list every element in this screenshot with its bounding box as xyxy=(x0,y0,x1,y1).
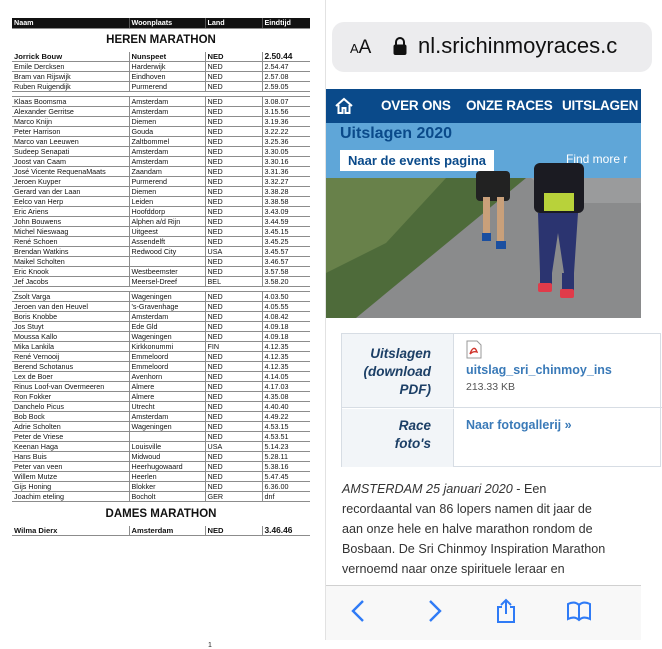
runner-country: FIN xyxy=(205,342,262,352)
runner-place: Amsterdam xyxy=(129,526,205,536)
runner-time: 3.38.28 xyxy=(262,187,310,197)
table-row xyxy=(12,52,310,62)
runner-country: NED xyxy=(205,452,262,462)
runner-time: 3.38.58 xyxy=(262,197,310,207)
runner-name: Alexander Gerritse xyxy=(12,107,129,117)
race-photos-label: Race foto's xyxy=(342,409,454,467)
runner-time: 3.19.36 xyxy=(262,117,310,127)
runner-time: 5.14.23 xyxy=(262,442,310,452)
table-row xyxy=(12,492,310,502)
runner-place: Amsterdam xyxy=(129,147,205,157)
address-bar[interactable] xyxy=(332,22,652,72)
runner-country: NED xyxy=(205,472,262,482)
runner-name: Lex de Boer xyxy=(12,372,129,382)
runner-name: John Bouwens xyxy=(12,217,129,227)
runner-country: NED xyxy=(205,147,262,157)
back-icon[interactable] xyxy=(346,598,372,624)
runner-place: Heerhugowaard xyxy=(129,462,205,472)
runner-time: 4.12.35 xyxy=(262,352,310,362)
runner-country: NED xyxy=(205,167,262,177)
runner-name: Jorrick Bouw xyxy=(12,52,129,62)
runner-time: 4.09.18 xyxy=(262,322,310,332)
table-row xyxy=(12,72,310,82)
runner-name: Peter van veen xyxy=(12,462,129,472)
runner-name: Eric Knook xyxy=(12,267,129,277)
runner-place: Eindhoven xyxy=(129,72,205,82)
runner-country: NED xyxy=(205,177,262,187)
find-more-link[interactable]: Find more r xyxy=(566,152,628,166)
article-text xyxy=(342,479,642,579)
runner-country: USA xyxy=(205,247,262,257)
table-row xyxy=(12,342,310,352)
runner-place: Bocholt xyxy=(129,492,205,502)
runner-place: Leiden xyxy=(129,197,205,207)
runner-country: NED xyxy=(205,267,262,277)
runner-country: NED xyxy=(205,402,262,412)
results-header-row xyxy=(12,18,310,28)
runner-name: Willem Mutze xyxy=(12,472,129,482)
runner-name: José Vicente RequenaMaats xyxy=(12,167,129,177)
results-download-label: Uitslagen (download PDF) xyxy=(342,334,454,407)
runner-time: 3.57.58 xyxy=(262,267,310,277)
runner-place: Amsterdam xyxy=(129,157,205,167)
runner-place: Midwoud xyxy=(129,452,205,462)
runner-time: 2.54.47 xyxy=(262,62,310,72)
runner-place: Harderwijk xyxy=(129,62,205,72)
header-woonplaats: Woonplaats xyxy=(129,18,205,28)
runner-country: NED xyxy=(205,97,262,107)
runner-name: Joachim eteling xyxy=(12,492,129,502)
table-row xyxy=(12,362,310,372)
runner-country: NED xyxy=(205,422,262,432)
runner-name: Rinus Loof-van Overmeeren xyxy=(12,382,129,392)
runner-country: NED xyxy=(205,382,262,392)
runner-place: Zaandam xyxy=(129,167,205,177)
header-eindtijd: Eindtijd xyxy=(262,18,310,28)
runner-place: Zaltbommel xyxy=(129,137,205,147)
runner-time: 3.45.57 xyxy=(262,247,310,257)
runner-name: Jeroen van den Heuvel xyxy=(12,302,129,312)
runner-place: Alphen a/d Rijn xyxy=(129,217,205,227)
runner-country: NED xyxy=(205,207,262,217)
women-section-title: DAMES MARATHON xyxy=(105,507,217,520)
runner-time: 3.31.36 xyxy=(262,167,310,177)
runner-time: 3.46.57 xyxy=(262,257,310,267)
runner-name: Peter Harrison xyxy=(12,127,129,137)
table-row xyxy=(12,107,310,117)
pdf-file-size: 213.33 KB xyxy=(466,381,516,393)
runner-place: Gouda xyxy=(129,127,205,137)
runner-name: Eric Ariens xyxy=(12,207,129,217)
runner-name: Joost van Caam xyxy=(12,157,129,167)
runner-place: Assendelft xyxy=(129,237,205,247)
runner-name: Danchelo Picus xyxy=(12,402,129,412)
runner-time: 3.08.07 xyxy=(262,97,310,107)
runner-country: NED xyxy=(205,312,262,322)
runner-place xyxy=(129,257,205,267)
downloads-table xyxy=(341,333,661,467)
runner-country: NED xyxy=(205,302,262,312)
runner-name: Michel Nieswaag xyxy=(12,227,129,237)
runner-time: 5.47.45 xyxy=(262,472,310,482)
runner-place: Blokker xyxy=(129,482,205,492)
runner-place: Almere xyxy=(129,392,205,402)
runner-name: Gijs Honing xyxy=(12,482,129,492)
runner-place: Heerlen xyxy=(129,472,205,482)
runner-place: Hoofddorp xyxy=(129,207,205,217)
nav-uitslagen[interactable]: UITSLAGEN xyxy=(562,98,639,113)
runner-name: Gerard van der Laan xyxy=(12,187,129,197)
runner-name: Wilma Dierx xyxy=(12,526,129,536)
table-row xyxy=(12,332,310,342)
runner-name: Bob Bock xyxy=(12,412,129,422)
runner-time: 4.53.51 xyxy=(262,432,310,442)
runner-country: NED xyxy=(205,187,262,197)
table-row xyxy=(12,227,310,237)
runner-time: 5.38.16 xyxy=(262,462,310,472)
runner-place: 's-Gravenhage xyxy=(129,302,205,312)
runner-country: NED xyxy=(205,197,262,207)
runner-name: Ruben Ruigendijk xyxy=(12,82,129,92)
men-section-title: HEREN MARATHON xyxy=(106,33,216,46)
table-row xyxy=(12,247,310,257)
runner-place: Amsterdam xyxy=(129,107,205,117)
runner-country: BEL xyxy=(205,277,262,287)
runner-time: 3.58.20 xyxy=(262,277,310,287)
lock-icon xyxy=(392,36,408,56)
runner-time: 4.53.15 xyxy=(262,422,310,432)
runner-country: NED xyxy=(205,52,262,62)
runner-place: Uitgeest xyxy=(129,227,205,237)
table-row xyxy=(12,237,310,247)
article-line: AMSTERDAM 25 januari 2020 - Een xyxy=(342,482,547,496)
runner-time: 2.57.08 xyxy=(262,72,310,82)
table-row xyxy=(12,127,310,137)
runner-place: Emmeloord xyxy=(129,362,205,372)
runner-place: Emmeloord xyxy=(129,352,205,362)
men-results xyxy=(12,28,310,536)
runner-name: Sudeep Senapati xyxy=(12,147,129,157)
runner-time: 2.59.05 xyxy=(262,82,310,92)
pdf-file-icon[interactable] xyxy=(466,340,482,359)
runner-time: 4.09.18 xyxy=(262,332,310,342)
share-icon[interactable] xyxy=(493,598,519,624)
article-line: Bosbaan. De Sri Chinmoy Inspiration Marathon xyxy=(342,542,606,556)
runner-name: Keenan Haga xyxy=(12,442,129,452)
runner-place: Wageningen xyxy=(129,422,205,432)
runner-place: Almere xyxy=(129,382,205,392)
runner-time: 4.12.35 xyxy=(262,342,310,352)
runner-country: NED xyxy=(205,237,262,247)
runner-name: Maikel Scholten xyxy=(12,257,129,267)
runner-place: Diemen xyxy=(129,187,205,197)
results-sheet xyxy=(12,18,310,649)
runner-name: Mika Lankila xyxy=(12,342,129,352)
runner-time: 3.44.59 xyxy=(262,217,310,227)
runner-country: NED xyxy=(205,372,262,382)
table-row xyxy=(12,62,310,72)
table-row xyxy=(12,117,310,127)
runner-place: Nunspeet xyxy=(129,52,205,62)
table-row xyxy=(12,277,310,287)
table-row xyxy=(12,442,310,452)
table-row xyxy=(12,197,310,207)
table-row xyxy=(12,372,310,382)
table-row xyxy=(12,472,310,482)
runner-time: 6.36.00 xyxy=(262,482,310,492)
header-land: Land xyxy=(205,18,262,28)
nav-onze-races[interactable]: ONZE RACES xyxy=(466,98,553,113)
runner-place: Kirkkonummi xyxy=(129,342,205,352)
table-row xyxy=(12,82,310,92)
runner-name: René Vernooij xyxy=(12,352,129,362)
women-section-row xyxy=(12,502,310,526)
runner-place: Westbeemster xyxy=(129,267,205,277)
table-row xyxy=(12,382,310,392)
table-row xyxy=(12,432,310,442)
table-row xyxy=(12,257,310,267)
runner-country: GER xyxy=(205,492,262,502)
table-row xyxy=(12,322,310,332)
runner-name: Hans Buis xyxy=(12,452,129,462)
runner-country: NED xyxy=(205,217,262,227)
table-row xyxy=(12,167,310,177)
article-line: vernoemd naar onze spirituele leraar en xyxy=(342,562,565,576)
runner-time: 4.12.35 xyxy=(262,362,310,372)
table-row xyxy=(12,422,310,432)
runner-place: Wageningen xyxy=(129,292,205,302)
table-row xyxy=(12,392,310,402)
runner-name: Marco van Leeuwen xyxy=(12,137,129,147)
runner-place: Amsterdam xyxy=(129,312,205,322)
home-icon[interactable] xyxy=(334,96,354,116)
table-row xyxy=(12,402,310,412)
runner-country: NED xyxy=(205,72,262,82)
runner-time: 4.05.55 xyxy=(262,302,310,312)
site-nav xyxy=(326,89,641,123)
table-row xyxy=(12,187,310,197)
runner-name: Jef Jacobs xyxy=(12,277,129,287)
runner-name: Klaas Boomsma xyxy=(12,97,129,107)
runner-time: 4.40.40 xyxy=(262,402,310,412)
runner-time: 4.49.22 xyxy=(262,412,310,422)
runner-name: Peter de Vriese xyxy=(12,432,129,442)
runner-place: Meersel-Dreef xyxy=(129,277,205,287)
runner-name: Bram van Rijswijk xyxy=(12,72,129,82)
table-row xyxy=(12,452,310,462)
hero-title: Uitslagen 2020 xyxy=(340,125,453,142)
table-row xyxy=(12,352,310,362)
runner-time: 3.25.36 xyxy=(262,137,310,147)
table-row xyxy=(12,462,310,472)
runner-country: NED xyxy=(205,332,262,342)
runner-country: NED xyxy=(205,362,262,372)
results-table xyxy=(12,18,310,536)
men-section-row xyxy=(12,28,310,52)
runner-name: Eelco van Herp xyxy=(12,197,129,207)
runner-country: NED xyxy=(205,137,262,147)
runner-place: Ede Gld xyxy=(129,322,205,332)
hero-banner xyxy=(326,123,641,318)
runner-time: 3.46.46 xyxy=(262,526,310,536)
table-row xyxy=(12,302,310,312)
runner-time: 4.17.03 xyxy=(262,382,310,392)
runner-name: Adrie Scholten xyxy=(12,422,129,432)
runner-place: Louisville xyxy=(129,442,205,452)
table-row xyxy=(12,157,310,167)
runner-time: 4.03.50 xyxy=(262,292,310,302)
photo-gallery-link[interactable]: Naar fotogallerij » xyxy=(466,418,572,432)
results-download-row xyxy=(342,334,662,408)
table-row xyxy=(12,482,310,492)
table-row xyxy=(12,217,310,227)
runner-time: 4.14.05 xyxy=(262,372,310,382)
article-line: aan onze hele en halve marathon rondom de xyxy=(342,522,593,536)
runner-place: Amsterdam xyxy=(129,97,205,107)
runner-place: Purmerend xyxy=(129,82,205,92)
runner-country: USA xyxy=(205,442,262,452)
runner-place: Wageningen xyxy=(129,332,205,342)
runner-country: NED xyxy=(205,352,262,362)
runner-time: 3.30.05 xyxy=(262,147,310,157)
runner-country: NED xyxy=(205,257,262,267)
runner-place: Diemen xyxy=(129,117,205,127)
runner-name: Jeroen Kuyper xyxy=(12,177,129,187)
table-row xyxy=(12,207,310,217)
runner-country: NED xyxy=(205,127,262,137)
runner-place: Utrecht xyxy=(129,402,205,412)
runner-name: Jos Stuyt xyxy=(12,322,129,332)
runner-place: Avenhorn xyxy=(129,372,205,382)
runner-place xyxy=(129,432,205,442)
runner-country: NED xyxy=(205,227,262,237)
forward-icon[interactable] xyxy=(421,598,447,624)
runner-name: Berend Schotanus xyxy=(12,362,129,372)
runner-time: 3.32.27 xyxy=(262,177,310,187)
runner-time: 3.45.15 xyxy=(262,227,310,237)
runner-country: NED xyxy=(205,526,262,536)
runner-country: NED xyxy=(205,412,262,422)
header-naam: Naam xyxy=(12,18,129,28)
table-row xyxy=(12,177,310,187)
bookmarks-icon[interactable] xyxy=(566,598,592,624)
runner-time: 3.15.56 xyxy=(262,107,310,117)
runner-place: Purmerend xyxy=(129,177,205,187)
nav-over-ons[interactable]: OVER ONS xyxy=(381,98,451,113)
runner-country: NED xyxy=(205,432,262,442)
runner-name: Emile Dercksen xyxy=(12,62,129,72)
phone-browser xyxy=(325,0,640,640)
pdf-download-link[interactable]: uitslag_sri_chinmoy_ins xyxy=(466,363,612,377)
runner-country: NED xyxy=(205,82,262,92)
runner-time: dnf xyxy=(262,492,310,502)
browser-toolbar xyxy=(326,585,641,640)
table-row xyxy=(12,312,310,322)
runner-country: NED xyxy=(205,62,262,72)
runner-country: NED xyxy=(205,107,262,117)
page-number: 1 xyxy=(208,642,212,649)
runner-name: Brendan Watkins xyxy=(12,247,129,257)
runner-time: 2.50.44 xyxy=(262,52,310,62)
runner-country: NED xyxy=(205,292,262,302)
runner-name: Marco Knijn xyxy=(12,117,129,127)
runner-time: 3.22.22 xyxy=(262,127,310,137)
race-photos-row xyxy=(342,409,662,467)
runner-country: NED xyxy=(205,482,262,492)
runner-name: Zsolt Varga xyxy=(12,292,129,302)
table-row xyxy=(12,292,310,302)
table-row xyxy=(12,526,310,536)
reader-settings-button[interactable]: AA xyxy=(350,37,372,58)
runner-time: 3.30.16 xyxy=(262,157,310,167)
article-dateline: AMSTERDAM 25 januari 2020 xyxy=(342,482,513,496)
runner-country: NED xyxy=(205,157,262,167)
article-line: recordaantal van 86 lopers namen dit jaar de xyxy=(342,502,592,516)
table-row xyxy=(12,267,310,277)
runner-time: 3.43.09 xyxy=(262,207,310,217)
runner-place: Redwood City xyxy=(129,247,205,257)
table-row xyxy=(12,147,310,157)
runner-country: NED xyxy=(205,462,262,472)
url-text[interactable]: nl.srichinmoyraces.c xyxy=(418,33,618,58)
runner-time: 3.45.25 xyxy=(262,237,310,247)
table-row xyxy=(12,412,310,422)
runner-name: Boris Knobbe xyxy=(12,312,129,322)
runner-country: NED xyxy=(205,117,262,127)
runner-name: Moussa Kallo xyxy=(12,332,129,342)
table-row xyxy=(12,137,310,147)
runner-country: NED xyxy=(205,392,262,402)
runner-name: René Schoen xyxy=(12,237,129,247)
runner-country: NED xyxy=(205,322,262,332)
runner-time: 4.35.08 xyxy=(262,392,310,402)
events-page-button[interactable]: Naar de events pagina xyxy=(340,150,494,171)
table-row xyxy=(12,97,310,107)
runner-time: 4.08.42 xyxy=(262,312,310,322)
runner-place: Amsterdam xyxy=(129,412,205,422)
runner-name: Ron Fokker xyxy=(12,392,129,402)
runner-time: 5.28.11 xyxy=(262,452,310,462)
